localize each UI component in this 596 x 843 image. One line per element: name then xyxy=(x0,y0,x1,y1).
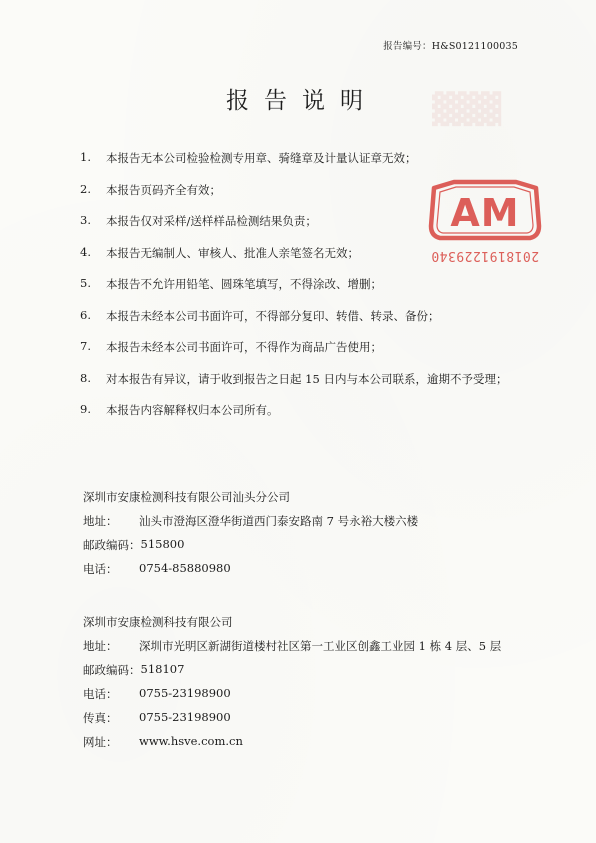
phone-label: 电话： xyxy=(83,562,118,576)
branch-address-row xyxy=(83,513,418,537)
item-text: 本报告未经本公司书面许可，不得作为商品广告使用； xyxy=(106,340,382,354)
branch-name-text: 深圳市安康检测科技有限公司汕头分公司 xyxy=(83,490,290,504)
item-number: 5. xyxy=(80,276,91,290)
stamp-text: AM xyxy=(450,191,520,235)
item-number: 2. xyxy=(80,181,91,196)
web-label: 网址： xyxy=(83,735,118,749)
hq-name-text: 深圳市安康检测科技有限公司 xyxy=(83,615,233,629)
item-text: 本报告不允许用铅笔、圆珠笔填写，不得涂改、增删； xyxy=(106,277,382,291)
item-number: 7. xyxy=(80,339,91,353)
item-number: 8. xyxy=(80,370,91,385)
item-text: 本报告无编制人、审核人、批准人亲笔签名无效； xyxy=(106,245,359,260)
hq-phone-row xyxy=(83,686,501,710)
item-text: 本报告页码齐全有效； xyxy=(106,182,221,197)
branch-postcode: 515800 xyxy=(140,537,185,551)
list-item xyxy=(80,308,507,340)
hq-web-row xyxy=(83,734,501,758)
branch-phone-row xyxy=(83,561,418,585)
branch-contact-block xyxy=(83,489,418,585)
hq-address: 深圳市光明区新湖街道楼村社区第一工业区创鑫工业园 1 栋 4 层、5 层 xyxy=(139,639,502,653)
branch-postcode-row xyxy=(83,537,418,561)
hq-fax-row xyxy=(83,710,501,734)
list-item xyxy=(80,371,507,403)
list-item xyxy=(80,402,507,434)
address-label: 地址： xyxy=(83,639,118,653)
item-number: 3. xyxy=(80,213,91,227)
hq-postcode: 518107 xyxy=(140,662,185,676)
hq-website-link[interactable]: www.hsve.com.cn xyxy=(139,734,243,748)
hq-fax: 0755-23198900 xyxy=(139,710,231,724)
item-text: 对本报告有异议，请于收到报告之日起 15 日内与本公司联系，逾期不予受理； xyxy=(106,371,508,386)
phone-label: 电话： xyxy=(83,687,118,701)
branch-address: 汕头市澄海区澄华街道西门泰安路南 7 号永裕大楼六楼 xyxy=(139,514,419,528)
hq-address-row xyxy=(83,638,501,662)
list-item xyxy=(80,150,507,182)
list-item xyxy=(80,276,507,308)
report-number: 报告编号：H&S0121100035 xyxy=(383,41,518,52)
hq-postcode-row xyxy=(83,662,501,686)
item-number: 6. xyxy=(80,307,91,322)
item-number: 1. xyxy=(80,150,91,164)
item-text: 本报告仅对采样/送样样品检测结果负责； xyxy=(106,214,317,228)
item-text: 本报告内容解释权归本公司所有。 xyxy=(106,403,279,417)
postcode-label: 邮政编码： xyxy=(83,538,141,552)
hq-contact-block xyxy=(83,614,501,758)
stamp-number: 2018191229340 xyxy=(430,248,540,263)
page-title: 报告说明 xyxy=(226,88,378,114)
show-through-stamp-mark: ▓▓▓ xyxy=(432,92,502,127)
item-text: 本报告未经本公司书面许可，不得部分复印、转借、转录、备份； xyxy=(106,308,440,323)
branch-name xyxy=(83,489,418,513)
fax-label: 传真： xyxy=(83,711,118,725)
item-number: 9. xyxy=(80,402,91,416)
branch-phone: 0754-85880980 xyxy=(139,561,231,575)
list-item xyxy=(80,339,507,371)
certification-stamp xyxy=(426,178,544,270)
item-text: 本报告无本公司检验检测专用章、骑缝章及计量认证章无效； xyxy=(106,151,417,165)
hq-name xyxy=(83,614,501,638)
postcode-label: 邮政编码： xyxy=(83,663,141,677)
hq-phone: 0755-23198900 xyxy=(139,686,231,700)
address-label: 地址： xyxy=(83,514,118,528)
item-number: 4. xyxy=(80,244,91,259)
